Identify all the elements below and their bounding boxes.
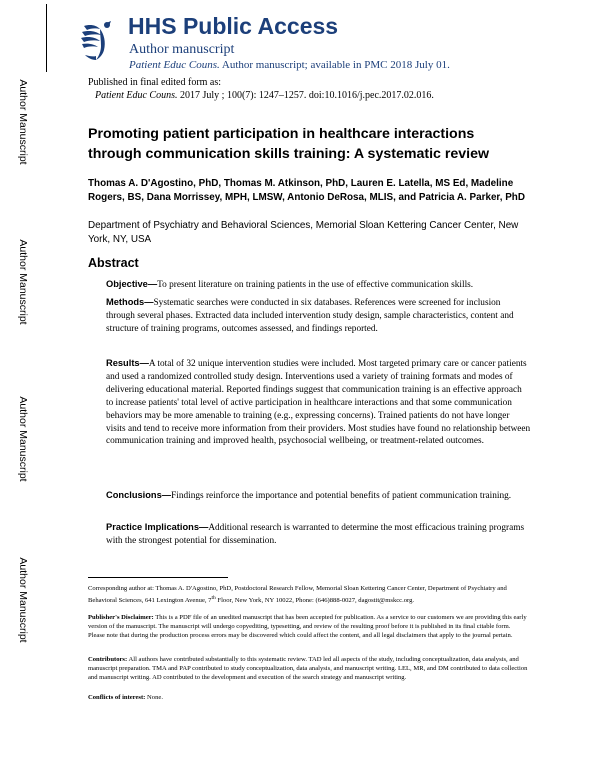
methods-label: Methods— — [106, 297, 154, 307]
corresponding-superscript: th — [211, 594, 216, 601]
results-label: Results— — [106, 358, 149, 368]
conflicts-label: Conflicts of interest: — [88, 694, 146, 701]
sidebar-label: Author Manuscript — [17, 557, 29, 643]
disclaimer-text: This is a PDF file of an unedited manuscript that has been accepted for publication. As a service to our customers we are providing this early version of the manuscript. The manuscript will undergo copyediting, typesetting, and review of the resulting proof before it is published in its final citable form. Please note that during the production process errors may be discovered which could affect the content, and all legal disclaimers that apply to the journal pertain. — [88, 614, 527, 639]
sidebar-label: Author Manuscript — [17, 396, 29, 482]
author-list: Thomas A. D'Agostino, PhD, Thomas M. Atkinson, PhD, Lauren E. Latella, MS Ed, Madeline Rogers, BS, Dana Morrissey, MPH, LMSW, Antonio DeRosa, MLIS, and Patricia A. Parker, PhD — [88, 178, 525, 203]
results-text: A total of 32 unique intervention studies were included. Most targeted primary care or cancer patients and used a randomized controlled study design. Interventions used a variety of training formats and modes of delivering educational material. Reported findings suggest that communication training is an effective approach to increase patients' total level of active participation in healthcare interactions and that some communication behaviors may be more amenable to training (e.g., expressing concerns). Trained patients do not have longer visits and tend to receive more information from their providers. Most studies have found no relationship between communication training and improved health, psychosocial wellbeing, or treatment-related outcomes. — [106, 359, 531, 447]
disclaimer-label: Publisher's Disclaimer: — [88, 614, 154, 621]
abstract-heading: Abstract — [88, 256, 139, 270]
availability-text: Author manuscript; available in PMC 2018 July 01. — [219, 59, 450, 71]
objective-text: To present literature on training patients in the use of effective communication skills. — [157, 280, 474, 290]
corresponding-text-a: Corresponding author at: Thomas A. D'Agostino, PhD, Postdoctoral Research Fellow, Memorial Sloan Kettering Cancer Center, Department of Psychiatry and Behavioral Sciences, 641 Lexington Avenue, 7 — [88, 585, 507, 604]
conflicts-footnote — [88, 694, 528, 703]
corresponding-text-b: Floor, New York, NY 10022, Phone: (646)888-0027, dagostit@mskcc.org. — [215, 596, 415, 604]
abstract-objective — [106, 278, 531, 292]
citation-line — [95, 90, 434, 101]
author-manuscript-sidebar — [0, 0, 46, 776]
citation-details: 2017 July ; 100(7): 1247–1257. doi:10.1016/j.pec.2017.02.016. — [177, 90, 434, 101]
published-in-intro: Published in final edited form as: — [88, 77, 222, 88]
abstract-practice-implications — [106, 521, 531, 548]
sidebar-label: Author Manuscript — [17, 79, 29, 165]
hhs-public-access-title: HHS Public Access — [128, 13, 339, 39]
methods-text: Systematic searches were conducted in six databases. References were screened for inclusion through several phases. Extracted data included intervention study design, sample characteristics, content and structure of training programs, outcomes assessed, and findings reported. — [106, 298, 514, 334]
objective-label: Objective— — [106, 279, 158, 289]
hhs-eagle-logo-icon — [76, 16, 116, 64]
article-title: Promoting patient participation in healthcare interactions through communication skills training: A systematic review — [88, 126, 490, 162]
sidebar-label: Author Manuscript — [17, 239, 29, 325]
journal-name: Patient Educ Couns. — [129, 59, 220, 71]
header-divider — [46, 4, 47, 72]
abstract-methods — [106, 296, 531, 336]
contributors-footnote — [88, 656, 528, 682]
contributors-label: Contributors: — [88, 656, 128, 663]
author-manuscript-subtitle: Author manuscript — [129, 42, 235, 57]
implications-text: Additional research is warranted to determine the most efficacious training programs with the strongest potential for dissemination. — [106, 523, 525, 546]
conflicts-text: None. — [145, 694, 163, 701]
abstract-results — [106, 357, 531, 448]
citation-journal: Patient Educ Couns. — [95, 90, 178, 101]
abstract-conclusions — [106, 489, 531, 503]
conclusions-label: Conclusions— — [106, 490, 172, 500]
contributors-text: All authors have contributed substantially to this systematic review. TAD led all aspects of the study, including conceptualization, data analysis, and manuscript preparation. TMA and PAP contributed to study conceptualization, data analysis, and manuscript writing. LEL, MR, and DM contributed to data collection and manuscript writing. AD contributed to the development and execution of the search strategy and manuscript writing. — [88, 656, 528, 681]
footnote-divider — [88, 577, 228, 578]
publisher-disclaimer-footnote — [88, 614, 528, 640]
journal-availability-line — [129, 59, 450, 71]
conclusions-text: Findings reinforce the importance and potential benefits of patient communication training. — [171, 491, 512, 501]
author-affiliation: Department of Psychiatry and Behavioral Sciences, Memorial Sloan Kettering Cancer Center, New York, NY, USA — [88, 220, 519, 245]
implications-label: Practice Implications— — [106, 522, 209, 532]
corresponding-author-footnote — [88, 585, 528, 606]
